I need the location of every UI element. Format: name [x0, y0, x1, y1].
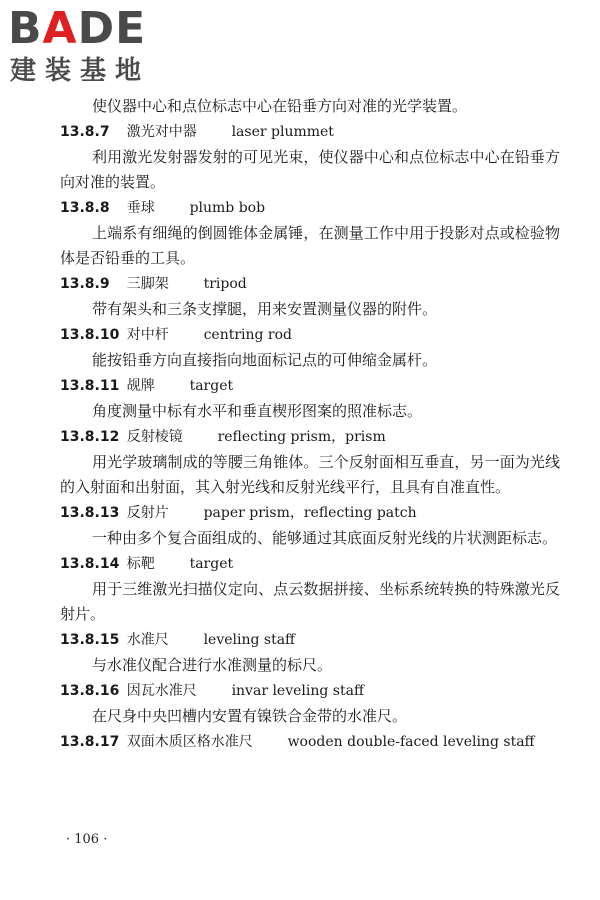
logo-subtitle: 建装基地: [10, 56, 151, 86]
entry-term-cn: 双面木质区格水准尺: [126, 734, 253, 750]
entry-term-cn: 因瓦水准尺: [126, 683, 197, 699]
entry-heading: [60, 551, 560, 577]
entry-term-en: tripod: [203, 276, 247, 292]
entry-term-cn: 标靶: [126, 556, 155, 572]
entry-term-cn: 水准尺: [126, 632, 169, 648]
entry-term-en: plumb bob: [189, 200, 266, 216]
entry-term-en: centring rod: [203, 327, 293, 343]
entry-heading: [60, 729, 560, 755]
entry-number: 13.8.17: [60, 734, 120, 750]
entry-number: 13.8.13: [60, 505, 120, 521]
entry-term-cn: 反射片: [126, 505, 169, 521]
document-body: [60, 94, 560, 755]
entry-definition: 用光学玻璃制成的等腰三角锥体。三个反射面相互垂直，另一面为光线的入射面和出射面，其入射光线和反射光线平行，且具有自准直性。: [60, 453, 560, 496]
bade-logo: [8, 4, 178, 90]
entry-heading: [60, 119, 560, 145]
entry-term-en: paper prism，reflecting patch: [203, 505, 417, 521]
entry-definition: 在尺身中央凹槽内安置有镍铁合金带的水准尺。: [92, 707, 408, 725]
entry-13-8-11: [60, 373, 560, 424]
entry-number: 13.8.8: [60, 200, 110, 216]
entry-definition: 利用激光发射器发射的可见光束，使仪器中心和点位标志中心在铅垂方向对准的装置。: [60, 148, 560, 191]
entry-definition: 用于三维激光扫描仪定向、点云数据拼接、坐标系统转换的特殊激光反射片。: [60, 580, 560, 623]
entry-heading: [60, 373, 560, 399]
entry-number: 13.8.11: [60, 378, 120, 394]
entry-13-8-10: [60, 322, 560, 373]
entry-term-en: target: [189, 378, 234, 394]
entry-term-cn: 三脚架: [126, 276, 169, 292]
entry-13-8-15: [60, 627, 560, 678]
entry-term-en: reflecting prism，prism: [217, 429, 386, 445]
entry-definition: 能按铅垂方向直接指向地面标记点的可伸缩金属杆。: [92, 351, 438, 369]
entry-13-8-16: [60, 678, 560, 729]
page-number: · 106 ·: [66, 832, 108, 847]
intro-paragraph: 使仪器中心和点位标志中心在铅垂方向对准的光学装置。: [92, 97, 468, 115]
entry-definition: 一种由多个复合面组成的、能够通过其底面反射光线的片状测距标志。: [92, 529, 558, 547]
entry-definition: 角度测量中标有水平和垂直楔形图案的照准标志。: [92, 402, 423, 420]
entry-number: 13.8.12: [60, 429, 120, 445]
entry-heading: [60, 500, 560, 526]
entry-heading: [60, 424, 560, 450]
entry-13-8-7: [60, 119, 560, 195]
logo-brand-text: BADE: [8, 3, 147, 54]
entry-number: 13.8.16: [60, 683, 120, 699]
entry-13-8-14: [60, 551, 560, 627]
entry-heading: [60, 627, 560, 653]
entry-term-cn: 激光对中器: [126, 124, 197, 140]
entry-term-en: laser plummet: [231, 124, 334, 140]
entry-heading: [60, 322, 560, 348]
entry-term-en: target: [189, 556, 234, 572]
entry-definition: 与水准仪配合进行水准测量的标尺。: [92, 656, 333, 674]
entry-number: 13.8.7: [60, 124, 110, 140]
entry-term-en: leveling staff: [203, 632, 296, 648]
entry-13-8-8: [60, 195, 560, 271]
entry-13-8-12: [60, 424, 560, 500]
entry-term-cn: 觇牌: [126, 378, 155, 394]
entry-term-cn: 垂球: [126, 200, 155, 216]
entry-13-8-13: [60, 500, 560, 551]
entry-term-en: wooden double-faced leveling staff: [287, 734, 535, 750]
entry-heading: [60, 195, 560, 221]
entry-number: 13.8.10: [60, 327, 120, 343]
entry-number: 13.8.14: [60, 556, 120, 572]
entry-definition: 带有架头和三条支撑腿，用来安置测量仪器的附件。: [92, 300, 438, 318]
entry-definition: 上端系有细绳的倒圆锥体金属锤，在测量工作中用于投影对点或检验物体是否铅垂的工具。: [60, 224, 560, 267]
entry-number: 13.8.15: [60, 632, 120, 648]
entry-13-8-17: [60, 729, 560, 755]
entry-number: 13.8.9: [60, 276, 110, 292]
entry-term-cn: 对中杆: [126, 327, 169, 343]
entry-term-cn: 反射棱镜: [126, 429, 183, 445]
entry-heading: [60, 678, 560, 704]
entry-13-8-9: [60, 271, 560, 322]
entry-heading: [60, 271, 560, 297]
entry-term-en: invar leveling staff: [231, 683, 364, 699]
